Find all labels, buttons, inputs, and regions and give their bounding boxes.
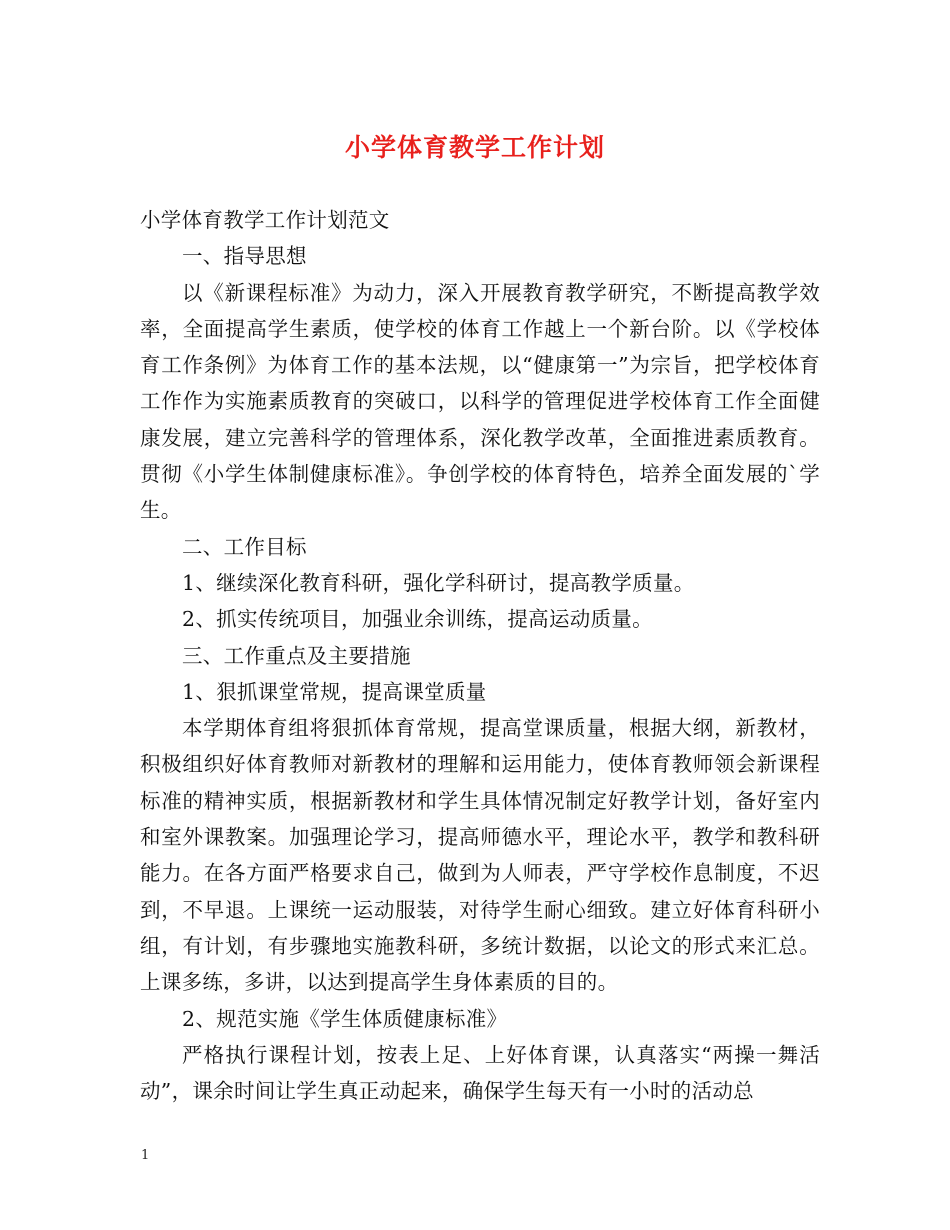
list-item-goal-1: 1、继续深化教育科研，强化学科研讨，提高教学质量。: [182, 570, 695, 595]
section-heading-key-measures: 三、工作重点及主要措施: [182, 643, 411, 668]
document-body: [140, 202, 820, 1109]
paragraph-classroom-routine: 本学期体育组将狠抓体育常规，提高堂课质量，根据大纲，新教材，积极组织好体育教师对新教材的理解和运用能力，使体育教师领会新课程标准的精神实质，根据新教材和学生具体情况制定好教学计划，备好室内和室外课教案。加强理论学习，提高师德水平，理论水平，教学和教科研能力。在各方面严格要求自己，做到为人师表，严守学校作息制度，不迟到，不早退。上课统一运动服装，对待学生耐心细致。建立好体育科研小组，有计划，有步骤地实施教科研，多统计数据，以论文的形式来汇总。上课多练，多讲，以达到提高学生身体素质的目的。: [140, 716, 820, 995]
document-title: 小学体育教学工作计划: [344, 133, 605, 162]
paragraph-health-standard: 严格执行课程计划，按表上足、上好体育课，认真落实“两操一舞活动”，课余时间让学生真正动起来，确保学生每天有一小时的活动总: [140, 1042, 820, 1104]
paragraph-guiding-ideology: 以《新课程标准》为动力，深入开展教育教学研究，不断提高教学效率，全面提高学生素质，使学校的体育工作越上一个新台阶。以《学校体育工作条例》为体育工作的基本法规，以“健康第一”为宗旨，把学校体育工作作为实施素质教育的突破口，以科学的管理促进学校体育工作全面健康发展，建立完善科学的管理体系，深化教学改革，全面推进素质教育。贯彻《小学生体制健康标准》。争创学校的体育特色，培养全面发展的`学生。: [140, 280, 820, 523]
section-heading-guiding-ideology: 一、指导思想: [182, 244, 307, 269]
subheading-classroom-routine: 1、狠抓课堂常规，提高课堂质量: [182, 679, 487, 704]
section-heading-work-goals: 二、工作目标: [182, 534, 307, 559]
page-number: 1: [141, 1148, 150, 1163]
subheading-health-standard: 2、规范实施《学生体质健康标准》: [182, 1006, 508, 1031]
document-subtitle: 小学体育教学工作计划范文: [140, 208, 390, 232]
list-item-goal-2: 2、抓实传统项目，加强业余训练，提高运动质量。: [182, 607, 653, 632]
